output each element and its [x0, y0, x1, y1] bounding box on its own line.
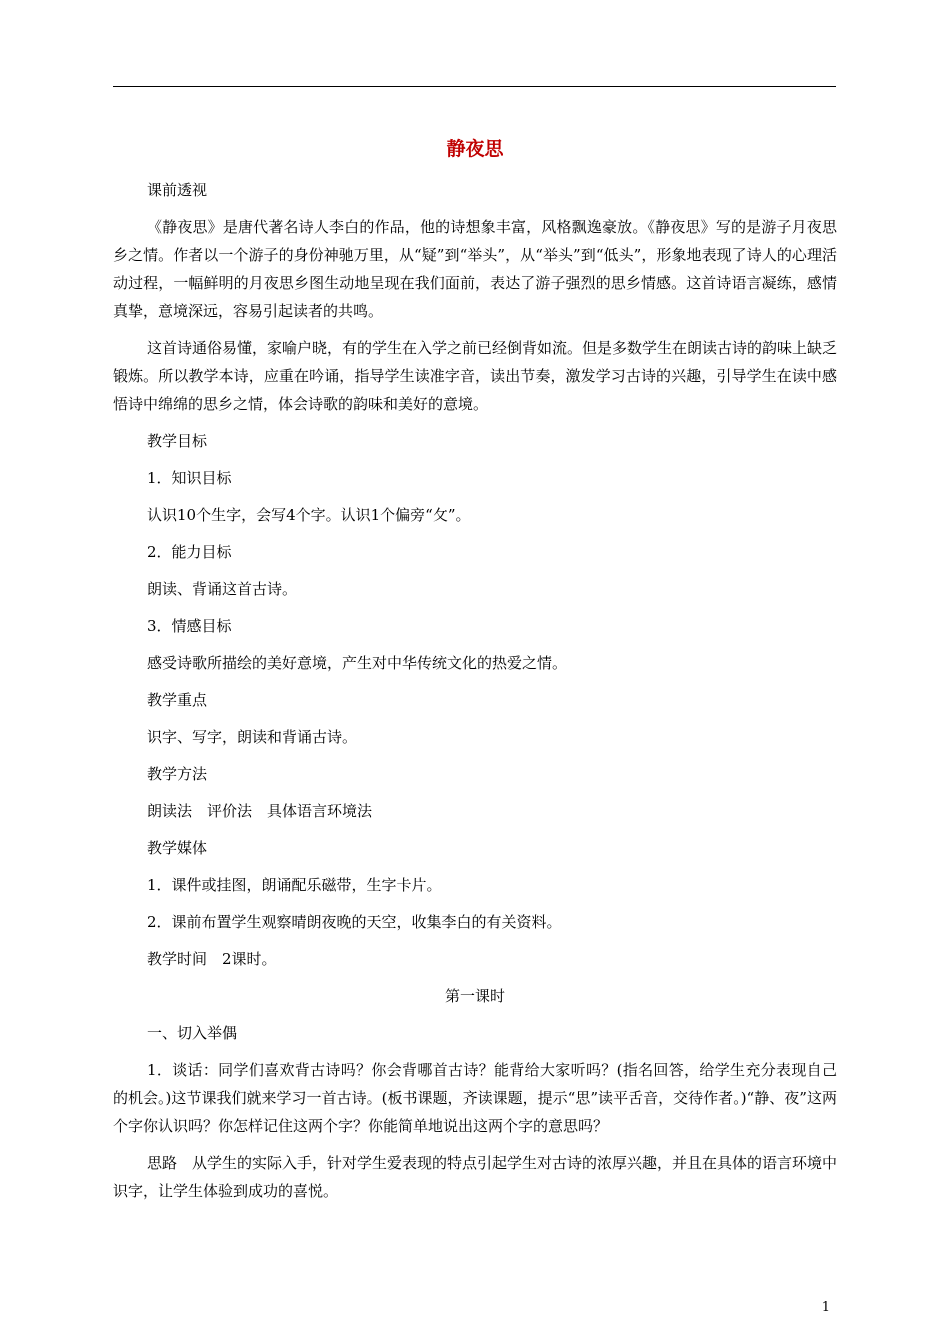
section-heading-key-points: 教学重点	[147, 691, 208, 709]
goal-knowledge-heading: 1．知识目标	[147, 469, 232, 487]
paragraph-rationale: 思路 从学生的实际入手，针对学生爱表现的特点引起学生对古诗的浓厚兴趣，并且在具体的语言环境中识字，让学生体验到成功的喜悦。	[113, 1154, 838, 1200]
goal-emotion-heading: 3．情感目标	[147, 617, 232, 635]
header-rule	[113, 86, 836, 87]
paragraph-teaching-focus: 这首诗通俗易懂，家喻户晓，有的学生在入学之前已经倒背如流。但是多数学生在朗读古诗的韵味上缺乏锻炼。所以教学本诗，应重在吟诵，指导学生读准字音，读出节奏，激发学习古诗的兴趣，引导学生在读中感悟诗中绵绵的思乡之情，体会诗歌的韵味和美好的意境。	[113, 339, 838, 413]
section-heading-media: 教学媒体	[147, 839, 208, 857]
section-heading-preview: 课前透视	[147, 181, 208, 199]
paragraph-intro: 《静夜思》是唐代著名诗人李白的作品，他的诗想象丰富，风格飘逸豪放。《静夜思》写的是游子月夜思乡之情。作者以一个游子的身份神驰万里，从“疑”到“举头”，从“举头”到“低头”，形象地表现了诗人的心理活动过程，一幅鲜明的月夜思乡图生动地呈现在我们面前，表达了游子强烈的思乡情感。这首诗语言凝练，感情真挚，意境深远，容易引起读者的共鸣。	[113, 218, 837, 320]
methods-text: 朗读法 评价法 具体语言环境法	[147, 802, 373, 820]
section-heading-intro: 一、切入举偶	[147, 1024, 238, 1042]
lesson-heading: 第一课时	[444, 987, 505, 1005]
goal-emotion-text: 感受诗歌所描绘的美好意境，产生对中华传统文化的热爱之情。	[147, 654, 568, 672]
section-heading-goals: 教学目标	[147, 432, 208, 450]
teaching-time: 教学时间 2课时。	[147, 950, 277, 968]
goal-ability-heading: 2．能力目标	[147, 543, 232, 561]
media-item-2: 2．课前布置学生观察晴朗夜晚的天空，收集李白的有关资料。	[147, 913, 562, 931]
section-heading-methods: 教学方法	[147, 765, 208, 783]
key-points-text: 识字、写字，朗读和背诵古诗。	[147, 728, 358, 746]
document-title: 静夜思	[446, 138, 504, 160]
paragraph-dialogue: 1．谈话：同学们喜欢背古诗吗？你会背哪首古诗？能背给大家听吗？(指名回答，给学生充分表现自己的机会。)这节课我们就来学习一首古诗。(板书课题，齐读课题，提示“思”读平舌音，交待作者。)“静、夜”这两个字你认识吗？你怎样记住这两个字？你能简单地说出这两个字的意思吗？	[113, 1061, 837, 1135]
goal-knowledge-text: 认识10个生字，会写4个字。认识1个偏旁“攵”。	[147, 506, 471, 524]
document-body	[113, 176, 837, 1214]
goal-ability-text: 朗读、背诵这首古诗。	[147, 580, 298, 598]
page-number: 1	[821, 1300, 830, 1315]
media-item-1: 1．课件或挂图，朗诵配乐磁带，生字卡片。	[147, 876, 442, 894]
